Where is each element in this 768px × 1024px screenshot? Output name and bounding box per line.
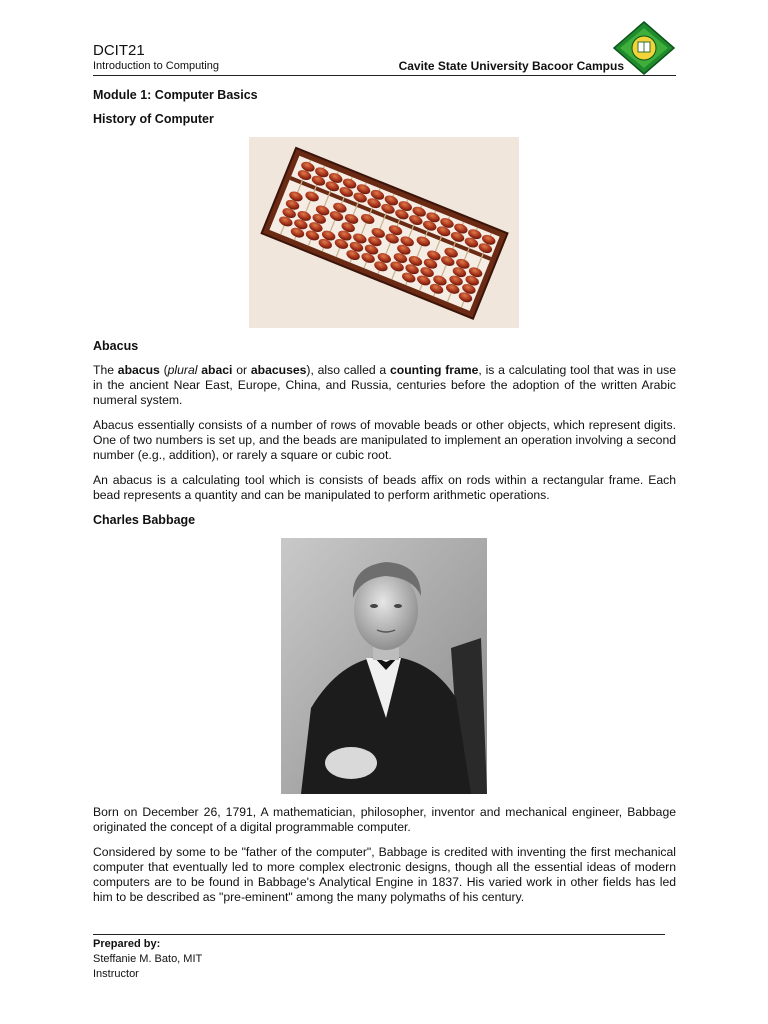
text-run: ( [159,363,168,377]
babbage-paragraph-1: Born on December 26, 1791, A mathematician, philosopher, inventor and mechanical engineer, Babbage originated the concept of a digital programmable computer. [93,805,676,834]
term-abaci: abaci [201,363,233,377]
charles-babbage-portrait [281,538,487,794]
course-code: DCIT21 [93,42,145,59]
university-logo [612,20,676,76]
abacus-image [249,137,519,328]
term-plural: plural [167,363,198,377]
section-title: History of Computer [93,112,214,126]
babbage-paragraph-2: Considered by some to be "father of the computer", Babbage is credited with inventing the first mechanical computer that eventually led to more complex electronic designs, though all the essential ideas of modern computers are to be found in Babbage's Analytical Engine in 1837. His varied work in other fields has led him to be described as "pre-eminent" among the many polymaths of his century. [93,845,676,904]
instructor-name: Steffanie M. Bato, MIT [93,953,203,965]
text-run: or [232,363,251,377]
campus-name: Cavite State University Bacoor Campus [398,59,624,73]
abacus-paragraph-2: Abacus essentially consists of a number of rows of movable beads or other objects, which represent digits. One of two numbers is set up, and the beads are manipulated to implement an operation involving a second number (e.g., addition), or rarely a square or cubic root. [93,418,676,462]
abacus-heading: Abacus [93,339,139,353]
footer-divider [93,934,665,935]
babbage-heading: Charles Babbage [93,513,196,527]
module-title: Module 1: Computer Basics [93,88,258,102]
instructor-role: Instructor [93,968,139,980]
text-run: The [93,363,118,377]
header-divider [93,75,676,76]
abacus-paragraph-1 [93,363,676,408]
term-abacuses: abacuses [250,363,307,377]
text-run: , is a calculating tool that was in use in the ancient Near East, Europe, China, and Russia, centuries before the adoption of the written Arabic numeral system. [93,363,677,407]
text-run: ), also called a [306,363,390,377]
term-counting-frame: counting frame [389,363,479,377]
page-header [93,40,676,76]
abacus-paragraph-3: An abacus is a calculating tool which is consists of beads affix on rods within a rectangular frame. Each bead represents a quantity and can be manipulated to perform arithmetic operations. [93,473,676,502]
course-name: Introduction to Computing [93,60,219,72]
term-abacus: abacus [117,363,160,377]
prepared-by-label: Prepared by: [93,938,161,950]
